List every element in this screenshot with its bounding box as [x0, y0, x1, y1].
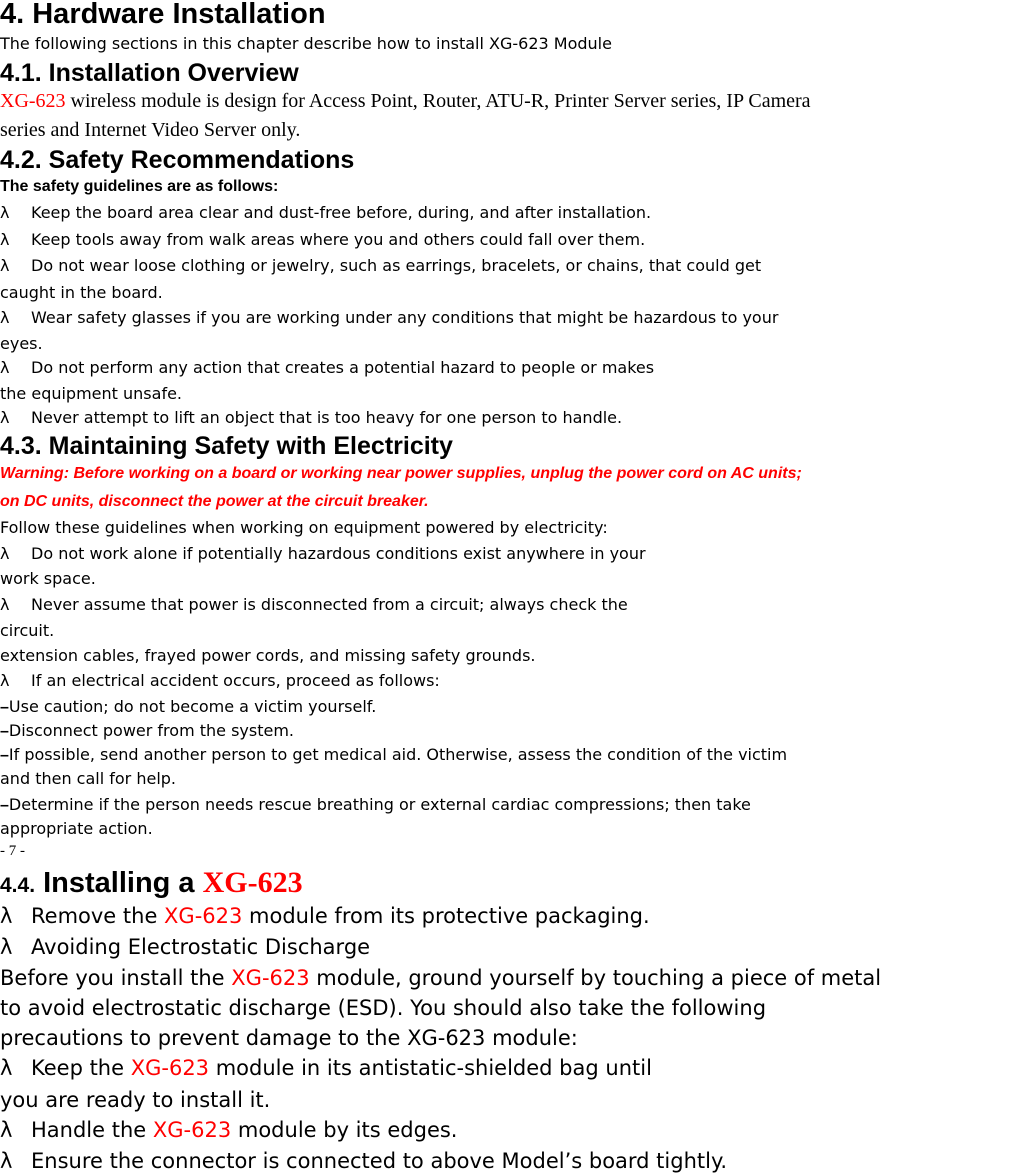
- dash-icon: –: [0, 699, 9, 716]
- install-step: λ Avoiding Electrostatic Discharge: [0, 935, 371, 959]
- bullet-icon: λ: [0, 904, 13, 928]
- install-step: λ Keep the XG-623 module in its antistatic-shielded bag until: [0, 1056, 652, 1080]
- bullet-icon: λ: [0, 408, 10, 427]
- bullet-icon: λ: [0, 544, 10, 563]
- safety-bullet: λ Keep the board area clear and dust-free before, during, and after installation.: [0, 203, 652, 222]
- safety-bullet: λ Keep tools away from walk areas where you and others could fall over them.: [0, 230, 646, 249]
- bullet-icon: λ: [0, 1056, 13, 1080]
- heading-installation-overview: 4.1. Installation Overview: [0, 59, 299, 87]
- electricity-bullet: λ Do not work alone if potentially hazardous conditions exist anywhere in your: [0, 544, 646, 563]
- install-step: λ Remove the XG-623 module from its protective packaging.: [0, 904, 650, 928]
- overview-line-1: XG-623 wireless module is design for Access Point, Router, ATU-R, Printer Server series, IP Camera: [0, 90, 811, 112]
- accident-step-cont: and then call for help.: [0, 769, 177, 788]
- install-paragraph-line: to avoid electrostatic discharge (ESD). You should also take the following: [0, 996, 767, 1020]
- accident-step: –Disconnect power from the system.: [0, 721, 295, 740]
- safety-bullet: λ Wear safety glasses if you are working under any conditions that might be hazardous to your: [0, 308, 779, 327]
- dash-icon: –: [0, 797, 9, 814]
- model-name: XG-623: [0, 90, 66, 112]
- bullet-icon: λ: [0, 1149, 13, 1173]
- safety-bullet-cont: the equipment unsafe.: [0, 384, 182, 403]
- install-step: λ Ensure the connector is connected to above Model’s board tightly.: [0, 1149, 728, 1173]
- install-step-cont: you are ready to install it.: [0, 1088, 271, 1112]
- bullet-icon: λ: [0, 358, 10, 377]
- electricity-bullet: λ If an electrical accident occurs, proceed as follows:: [0, 671, 440, 690]
- bullet-icon: λ: [0, 308, 10, 327]
- heading-hardware-installation: 4. Hardware Installation: [0, 0, 326, 30]
- heading-safety-recommendations: 4.2. Safety Recommendations: [0, 146, 355, 174]
- accident-step-cont: appropriate action.: [0, 819, 153, 838]
- bullet-icon: λ: [0, 230, 10, 249]
- model-name: XG-623: [231, 966, 310, 990]
- accident-step: –Use caution; do not become a victim yourself.: [0, 697, 377, 716]
- install-paragraph-line: Before you install the XG-623 module, ground yourself by touching a piece of metal: [0, 966, 882, 990]
- warning-line-2: on DC units, disconnect the power at the circuit breaker.: [0, 493, 429, 510]
- safety-bullet: λ Do not perform any action that creates a potential hazard to people or makes: [0, 358, 655, 377]
- warning-line-1: Warning: Before working on a board or working near power supplies, unplug the power cord on AC units;: [0, 465, 802, 482]
- accident-step: –Determine if the person needs rescue breathing or external cardiac compressions; then take: [0, 795, 751, 814]
- safety-bullet-cont: caught in the board.: [0, 283, 163, 302]
- safety-intro: The safety guidelines are as follows:: [0, 178, 279, 195]
- safety-bullet-cont: eyes.: [0, 334, 43, 353]
- install-step: λ Handle the XG-623 module by its edges.: [0, 1118, 458, 1142]
- electricity-bullet-cont: circuit.: [0, 621, 55, 640]
- safety-bullet: λ Do not wear loose clothing or jewelry, such as earrings, bracelets, or chains, that could get: [0, 256, 762, 275]
- electricity-extension-line: extension cables, frayed power cords, and missing safety grounds.: [0, 646, 536, 665]
- model-name: XG-623: [164, 904, 243, 928]
- model-name: XG-623: [202, 866, 303, 899]
- bullet-icon: λ: [0, 671, 10, 690]
- model-name: XG-623: [152, 1118, 232, 1142]
- dash-icon: –: [0, 723, 9, 740]
- model-name: XG-623: [130, 1056, 210, 1080]
- safety-bullet: λ Never attempt to lift an object that is too heavy for one person to handle.: [0, 408, 623, 427]
- electricity-bullet: λ Never assume that power is disconnected from a circuit; always check the: [0, 595, 628, 614]
- bullet-icon: λ: [0, 256, 10, 275]
- overview-line-2: series and Internet Video Server only.: [0, 119, 301, 141]
- install-paragraph-line: precautions to prevent damage to the XG-623 module:: [0, 1026, 578, 1050]
- heading-installing-module: 4.4. Installing a XG-623: [0, 866, 303, 899]
- dash-icon: –: [0, 747, 9, 764]
- accident-step: –If possible, send another person to get medical aid. Otherwise, assess the condition of the victim: [0, 745, 788, 764]
- page-number: - 7 -: [0, 843, 25, 859]
- bullet-icon: λ: [0, 1118, 13, 1142]
- electricity-intro: Follow these guidelines when working on equipment powered by electricity:: [0, 518, 608, 537]
- bullet-icon: λ: [0, 203, 10, 222]
- electricity-bullet-cont: work space.: [0, 569, 96, 588]
- intro-text: The following sections in this chapter describe how to install XG-623 Module: [0, 34, 612, 53]
- bullet-icon: λ: [0, 935, 13, 959]
- heading-electricity-safety: 4.3. Maintaining Safety with Electricity: [0, 432, 453, 460]
- bullet-icon: λ: [0, 595, 10, 614]
